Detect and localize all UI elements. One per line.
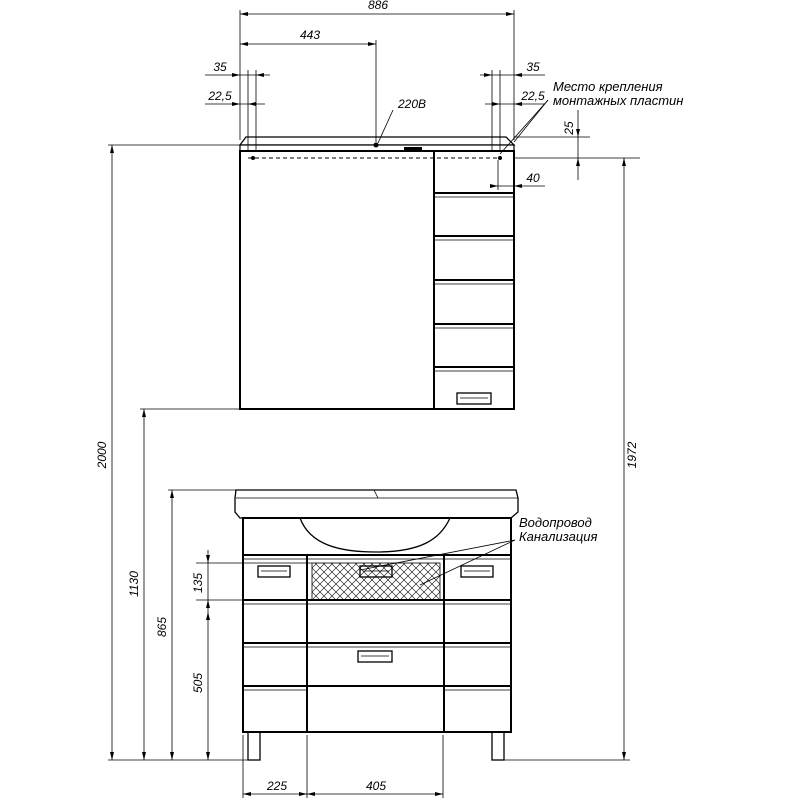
dim-left-35: 35 bbox=[213, 60, 227, 74]
mirror-door bbox=[240, 151, 434, 409]
note-mounting-line1: Место крепления bbox=[553, 79, 663, 94]
plumbing-zone bbox=[312, 563, 440, 600]
note-sewage: Канализация bbox=[519, 529, 598, 544]
dim-vanity-height: 865 bbox=[155, 616, 169, 638]
dim-overall-width: 886 bbox=[367, 0, 389, 12]
dim-mirror-height: 1972 bbox=[625, 441, 639, 469]
dim-top-25: 25 bbox=[562, 121, 576, 135]
dim-cabinet-height: 1130 bbox=[127, 571, 141, 597]
note-water-supply: Водопровод bbox=[519, 515, 592, 530]
mirror-shelves bbox=[434, 193, 514, 371]
dim-pipe-offset: 135 bbox=[191, 572, 205, 594]
leg-left bbox=[248, 732, 260, 760]
handle-left-upper bbox=[258, 566, 290, 577]
handle-center-lower bbox=[358, 651, 392, 662]
dim-half-width: 443 bbox=[299, 28, 321, 42]
dimension-lines bbox=[108, 10, 640, 798]
dim-right-35: 35 bbox=[526, 60, 540, 74]
dim-power: 220В bbox=[397, 97, 427, 111]
dim-drawer-height: 505 bbox=[191, 672, 205, 694]
dim-right-22-5: 22,5 bbox=[521, 89, 545, 103]
note-mounting-line2: монтажных пластин bbox=[553, 93, 684, 108]
basin-bowl bbox=[300, 518, 450, 552]
dim-bottom-225: 225 bbox=[266, 779, 288, 793]
mirror-lamp-switch bbox=[457, 393, 491, 404]
vanity-body bbox=[243, 518, 511, 732]
leg-right bbox=[492, 732, 504, 760]
mirror-cabinet bbox=[240, 137, 514, 409]
dim-side-40: 40 bbox=[526, 171, 540, 185]
vanity-unit bbox=[235, 490, 518, 760]
dim-total-height: 2000 bbox=[95, 441, 109, 469]
dim-bottom-405: 405 bbox=[365, 779, 387, 793]
handle-right-upper bbox=[461, 566, 493, 577]
power-connection-point bbox=[374, 143, 379, 148]
dim-left-22-5: 22,5 bbox=[208, 89, 232, 103]
